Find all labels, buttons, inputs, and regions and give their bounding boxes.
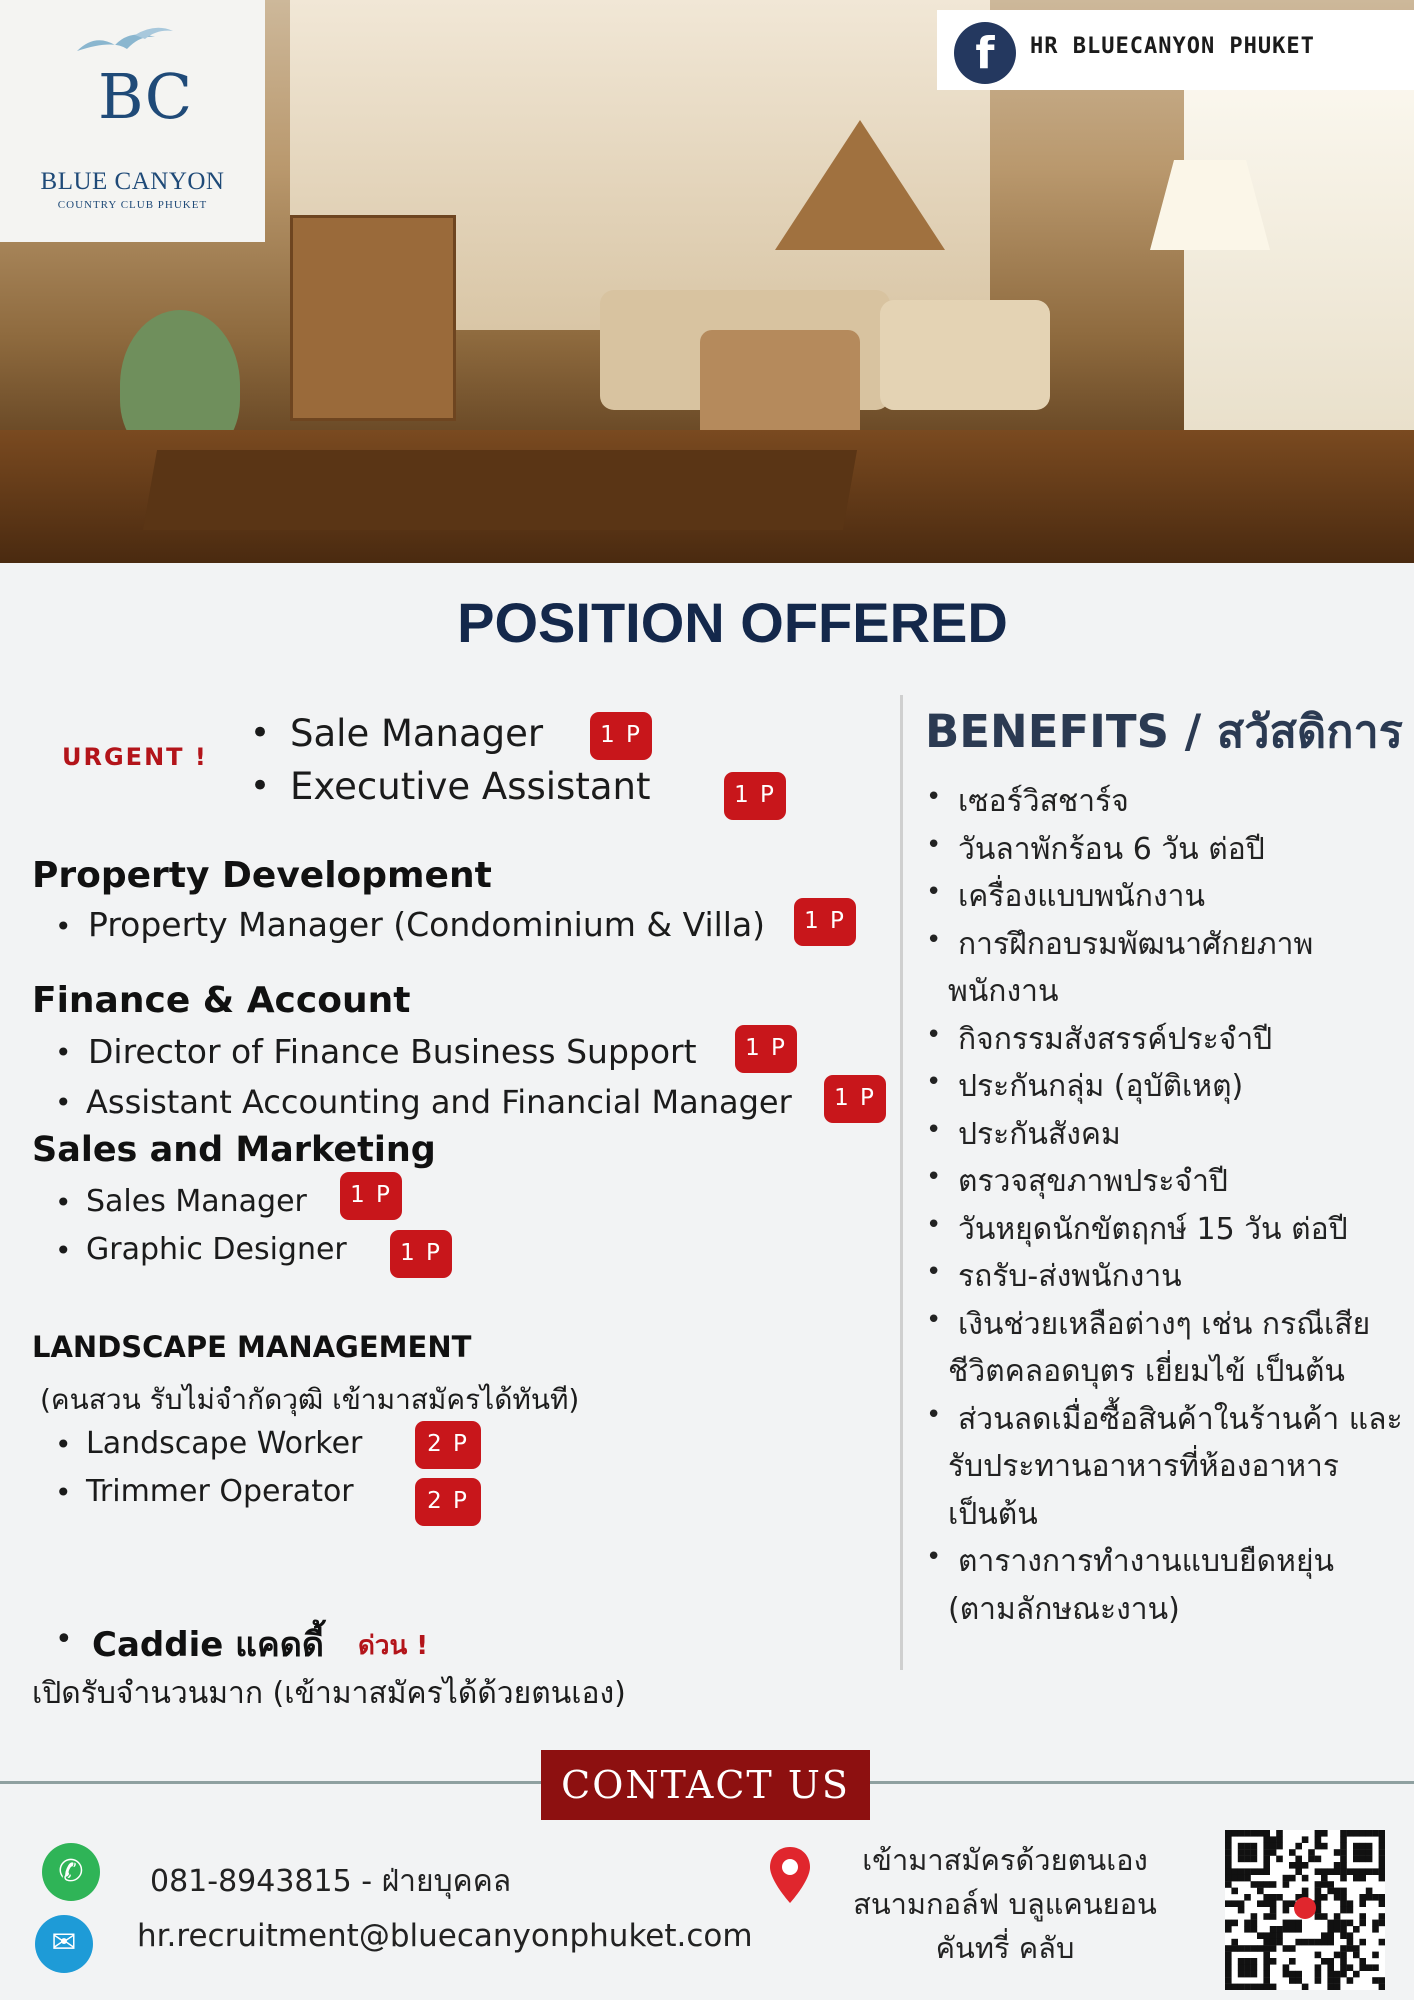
- brand-name: BLUE CANYON: [40, 168, 225, 195]
- job-title: Sale Manager: [290, 712, 544, 755]
- bullet: •: [55, 910, 72, 943]
- benefit-item: เครื่องแบบพนักงาน: [958, 879, 1205, 914]
- benefit-item: กิจกรรมสังสรรค์ประจำปี: [958, 1021, 1273, 1057]
- logo-mark: BC: [98, 60, 193, 133]
- quota-badge: 1 P: [824, 1075, 886, 1123]
- walk-in-address: [810, 1838, 1200, 1970]
- bullet: •: [926, 1114, 942, 1145]
- caddie-urgent: ด่วน !: [358, 1631, 429, 1661]
- benefit-item: ประกันสังคม: [958, 1116, 1121, 1152]
- job-title: Sales Manager: [86, 1184, 307, 1219]
- job-title: Assistant Accounting and Financial Manager: [86, 1083, 792, 1121]
- job-title: Trimmer Operator: [86, 1474, 354, 1509]
- job-title: Director of Finance Business Support: [88, 1032, 697, 1071]
- bullet: •: [926, 1162, 942, 1192]
- benefit-item: ตรวจสุขภาพประจำปี: [958, 1164, 1228, 1199]
- qr-code[interactable]: [1225, 1830, 1385, 1990]
- benefit-item: พนักงาน: [948, 974, 1059, 1009]
- quota-badge: 1 P: [724, 772, 786, 820]
- job-title: Property Manager (Condominium & Villa): [88, 905, 766, 944]
- logo: [0, 0, 265, 242]
- bullet: •: [55, 1476, 72, 1509]
- bullet: •: [926, 877, 942, 907]
- address-line: สนามกอล์ฟ บลูแคนยอน: [853, 1887, 1157, 1921]
- job-title: Landscape Worker: [86, 1426, 363, 1461]
- section-heading: Finance & Account: [32, 980, 411, 1021]
- benefit-item: ชีวิตคลอดบุตร เยี่ยมไข้ เป็นต้น: [948, 1354, 1345, 1389]
- phone-icon: ✆: [42, 1843, 100, 1901]
- quota-badge: 1 P: [390, 1230, 452, 1278]
- job-title: Graphic Designer: [86, 1232, 347, 1267]
- benefit-item: ประกันกลุ่ม (อุบัติเหตุ): [958, 1069, 1244, 1104]
- bullet: •: [926, 829, 942, 860]
- benefit-item: รถรับ-ส่งพนักงาน: [958, 1259, 1182, 1294]
- quota-badge: 1 P: [340, 1172, 402, 1220]
- address-line: เข้ามาสมัครด้วยตนเอง: [862, 1843, 1148, 1877]
- bullet: •: [55, 1234, 72, 1267]
- bullet: •: [926, 1209, 942, 1240]
- benefit-item: วันหยุดนักขัตฤกษ์ 15 วัน ต่อปี: [958, 1211, 1348, 1247]
- bullet: •: [926, 1019, 942, 1050]
- bullet: •: [55, 1036, 72, 1069]
- address-line: คันทรี่ คลับ: [935, 1931, 1075, 1965]
- benefit-item: เซอร์วิสชาร์จ: [958, 784, 1129, 819]
- bullet: •: [250, 713, 271, 753]
- bullet: •: [55, 1622, 73, 1657]
- section-heading: LANDSCAPE MANAGEMENT: [32, 1330, 472, 1364]
- quota-badge: 1 P: [590, 712, 652, 760]
- job-title: Executive Assistant: [290, 765, 651, 808]
- facebook-icon: f: [954, 22, 1016, 84]
- page-title: POSITION OFFERED: [457, 591, 1008, 654]
- bullet: •: [926, 1304, 942, 1335]
- bullet: •: [55, 1086, 72, 1119]
- bullet: •: [926, 1257, 942, 1287]
- quota-badge: 2 P: [415, 1478, 481, 1526]
- bullet: •: [55, 1186, 72, 1219]
- facebook-label[interactable]: HR BLUECANYON PHUKET: [1030, 34, 1315, 59]
- map-pin-icon: [768, 1845, 812, 1905]
- benefit-item: ตารางการทำงานแบบยืดหยุ่น: [958, 1544, 1335, 1579]
- bullet: •: [926, 1542, 942, 1572]
- benefit-item: เงินช่วยเหลือต่างๆ เช่น กรณีเสีย: [958, 1306, 1371, 1342]
- brand-sub: COUNTRY CLUB PHUKET: [57, 199, 208, 211]
- bullet: •: [926, 782, 942, 812]
- benefit-item: วันลาพักร้อน 6 วัน ต่อปี: [958, 831, 1265, 867]
- mail-icon: ✉: [35, 1915, 93, 1973]
- quota-badge: 1 P: [735, 1025, 797, 1073]
- phone-number[interactable]: 081-8943815 - ฝ่ายบุคคล: [150, 1864, 512, 1899]
- benefit-item: ส่วนลดเมื่อซื้อสินค้าในร้านค้า และ: [958, 1401, 1403, 1437]
- bullet: •: [250, 766, 271, 806]
- caddie-title: Caddie แคดดี้: [92, 1625, 324, 1665]
- bullet: •: [926, 1399, 942, 1430]
- contact-us-button[interactable]: CONTACT US: [541, 1750, 870, 1820]
- benefit-item: เป็นต้น: [948, 1496, 1038, 1532]
- section-heading: Sales and Marketing: [32, 1130, 436, 1170]
- benefits-heading: BENEFITS / สวัสดิการ: [925, 705, 1403, 758]
- urgent-label: URGENT !: [62, 743, 208, 771]
- quota-badge: 2 P: [415, 1421, 481, 1469]
- benefit-item: การฝึกอบรมพัฒนาศักยภาพ: [958, 926, 1314, 962]
- benefit-item: รับประทานอาหารที่ห้องอาหาร: [948, 1449, 1339, 1484]
- section-note: (คนสวน รับไม่จำกัดวุฒิ เข้ามาสมัครได้ทันที): [40, 1383, 580, 1416]
- column-divider: [900, 695, 903, 1670]
- bullet: •: [926, 924, 942, 955]
- seagull-icon: [75, 25, 175, 65]
- quota-badge: 1 P: [794, 898, 856, 946]
- section-heading: Property Development: [32, 855, 492, 896]
- benefit-item: (ตามลักษณะงาน): [948, 1591, 1180, 1627]
- email-address[interactable]: hr.recruitment@bluecanyonphuket.com: [137, 1918, 753, 1954]
- bullet: •: [55, 1428, 72, 1461]
- caddie-note: เปิดรับจำนวนมาก (เข้ามาสมัครได้ด้วยตนเอง): [32, 1676, 626, 1711]
- bullet: •: [926, 1067, 942, 1097]
